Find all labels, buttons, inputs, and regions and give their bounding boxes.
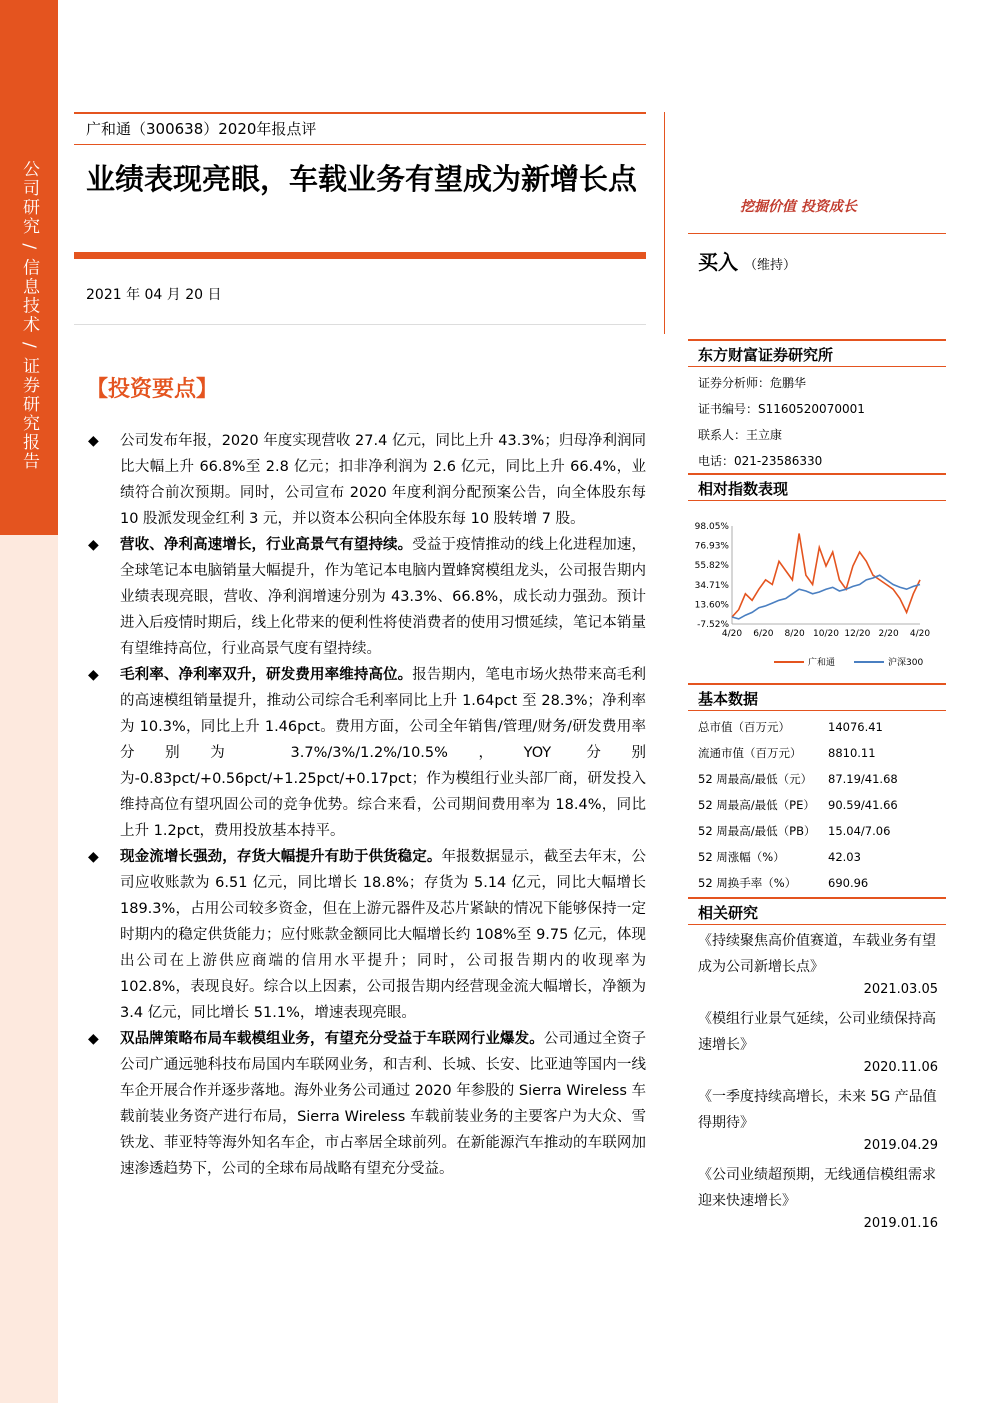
basic-data-key: 52 周最高/最低（PB） [698, 824, 816, 838]
sidebar [0, 0, 58, 1403]
key-point [86, 662, 646, 844]
chart-title: 相对指数表现 [698, 480, 789, 498]
basic-data-value: 87.19/41.68 [828, 772, 898, 786]
basic-data-row [698, 844, 898, 870]
x-tick-label: 4/20 [721, 629, 743, 639]
research-item-title[interactable]: 《模组行业景气延续，公司业绩保持高速增长》 [698, 1011, 936, 1053]
rating-value: 买入 [698, 250, 738, 274]
diamond-bullet-icon: ◆ [88, 433, 99, 449]
firm-underline [688, 366, 946, 367]
report-tag: 广和通（300638）2020年报点评 [86, 120, 317, 138]
key-point [86, 428, 646, 532]
firm-name: 东方财富证券研究所 [698, 346, 834, 364]
cert-number: 证书编号：S1160520070001 [698, 402, 865, 416]
key-point-text: 公司通过全资子公司广通远驰科技布局国内车联网业务，和吉利、长城、长安、比亚迪等国内一线车企开展合作并逐步落地。海外业务公司通过 2020 年参股的 Sierra Wireless 车载前装业务资产进行布局，Sierra Wireless 车载前装业务的主要客户为大众、雪铁龙、菲亚特等海外知名车企，市占率居全球前列。在新能源汽车推动的车联网加速渗透趋势下，公司的全球布局战略有望充分受益。 [120, 1031, 646, 1177]
key-point [86, 844, 646, 1026]
basic-data-row [698, 714, 898, 740]
basic-data-key: 总市值（百万元） [698, 720, 790, 734]
key-point [86, 532, 646, 662]
key-point-text: 公司发布年报，2020 年度实现营收 27.4 亿元，同比上升 43.3%；归母净利润同比大幅上升 66.8%至 2.8 亿元；扣非净利润为 2.6 亿元，同比上升 66.4%，业绩符合前次预期。同时，公司宣布 2020 年度利润分配预案公告，向全体股东每 10 股派发现金红利 3 元，并以资本公积向全体股东每 10 股转增 7 股。 [120, 433, 646, 527]
basic-underline [688, 710, 946, 711]
basic-data-value: 15.04/7.06 [828, 824, 891, 838]
research-item-date: 2020.11.06 [863, 1060, 938, 1075]
basic-data-key: 52 周最高/最低（PE） [698, 798, 815, 812]
basic-data-value: 8810.11 [828, 746, 876, 760]
basic-data-key: 52 周最高/最低（元） [698, 772, 813, 786]
rating [698, 246, 796, 275]
firm-rule [688, 339, 946, 341]
basic-data-row [698, 740, 898, 766]
diamond-bullet-icon: ◆ [88, 667, 99, 683]
key-points-title: 【投资要点】 [86, 377, 219, 402]
chart-underline [688, 500, 946, 501]
phone: 电话：021-23586330 [698, 454, 823, 468]
report-date: 2021 年 04 月 20 日 [86, 287, 222, 303]
research-item-date: 2019.01.16 [863, 1216, 938, 1231]
y-tick-label: 13.60% [694, 600, 729, 611]
series-line [732, 575, 920, 619]
header-rule-mid [74, 144, 646, 145]
diamond-bullet-icon: ◆ [88, 537, 99, 553]
research-underline [688, 924, 946, 925]
series-line [732, 534, 920, 618]
key-point-text: 年报数据显示，截至去年末，公司应收账款为 6.51 亿元，同比增长 18.8%；存货为 5.14 亿元，同比大幅增长 189.3%，占用公司较多资金，但在上游元器件及芯片紧缺的情况下能够保持一定时期内的稳定供货能力；应付账款金额同比大幅增长约 108%至 9.75 亿元，体现出公司在上游供应商端的信用水平提升；同时，公司报告期内的收现率为 102.8%，表现良好。综合以上因素，公司报告期内经营现金流大幅增长，净额为 3.4 亿元，同比增长 51.1%，增速表现亮眼。 [120, 849, 647, 1021]
page-title: 业绩表现亮眼，车载业务有望成为新增长点 [86, 162, 638, 196]
basic-data-value: 42.03 [828, 850, 861, 864]
basic-data-key: 流通市值（百万元） [698, 746, 802, 760]
y-tick-label: 98.05% [694, 522, 729, 532]
slogan-rule [688, 233, 946, 234]
basic-data-value: 14076.41 [828, 720, 883, 734]
rating-sub: （维持） [744, 258, 797, 273]
key-point-heading: 毛利率、净利率双升，研发费用率维持高位。 [120, 667, 413, 683]
basic-data-row [698, 766, 898, 792]
legend-label: 广和通 [808, 658, 836, 668]
header-rule-top [74, 112, 646, 114]
x-tick-label: 8/20 [784, 629, 805, 639]
key-point-heading: 营收、净利高速增长，行业高景气有望持续。 [120, 537, 413, 553]
key-point-text: 受益于疫情推动的线上化进程加速，全球笔记本电脑销量大幅提升，作为笔记本电脑内置蜂窝模组龙头，公司报告期内业绩表现亮眼，营收、净利润增速分别为 43.3%、66.8%，成长动力强劲。预计进入后疫情时期后，线上化带来的便利性将使消费者的使用习惯延续，笔记本销量有望维持高位，行业高景气度有望持续。 [120, 537, 647, 657]
basic-data-key: 52 周涨幅（%） [698, 850, 785, 864]
x-tick-label: 4/20 [909, 629, 931, 639]
sidebar-label: 公司研究 / 信息技术 / 证券研究报告 [19, 160, 39, 472]
contact: 联系人：王立康 [698, 428, 783, 442]
x-tick-label: 6/20 [753, 629, 774, 639]
analyst: 证券分析师：危鹏华 [698, 376, 807, 390]
research-rule [688, 897, 946, 899]
y-tick-label: 55.82% [694, 561, 729, 572]
slogan: 挖掘价值 投资成长 [740, 199, 857, 215]
key-point-heading: 现金流增长强劲，存货大幅提升有助于供货稳定。 [120, 849, 442, 865]
header-vertical-rule [664, 112, 665, 334]
date-divider [74, 324, 646, 325]
research-title: 相关研究 [698, 904, 759, 922]
legend-label: 沪深300 [888, 658, 924, 668]
research-item-title[interactable]: 《一季度持续高增长，未来 5G 产品值得期待》 [698, 1089, 937, 1131]
x-tick-label: 10/20 [813, 629, 839, 639]
key-point-heading: 双品牌策略布局车载模组业务，有望充分受益于车联网行业爆发。 [120, 1031, 544, 1047]
basic-rule [688, 683, 946, 685]
y-tick-label: -7.52% [697, 620, 729, 630]
basic-data-row [698, 792, 898, 818]
diamond-bullet-icon: ◆ [88, 1031, 99, 1047]
x-tick-label: 2/20 [878, 629, 899, 639]
basic-title: 基本数据 [698, 690, 759, 708]
y-tick-label: 34.71% [694, 580, 729, 591]
basic-data-key: 52 周换手率（%） [698, 876, 797, 890]
research-item-title[interactable]: 《公司业绩超预期，无线通信模组需求迎来快速增长》 [698, 1167, 936, 1209]
basic-data-table [698, 714, 898, 896]
research-item-date: 2021.03.05 [863, 982, 938, 997]
research-item-title[interactable]: 《持续聚焦高价值赛道，车载业务有望成为公司新增长点》 [698, 933, 936, 975]
diamond-bullet-icon: ◆ [88, 849, 99, 865]
basic-data-value: 90.59/41.66 [828, 798, 898, 812]
key-point-text: 报告期内，笔电市场火热带来高毛利的高速模组销量提升，推动公司综合毛利率同比上升 1.64pct 至 28.3%；净利率为 10.3%，同比上升 1.46pct。费用方面，公司全年销售/管理/财务/研发费用率分别为 3.7%/3%/1.2%/10.5%，YOY 分别为-0.83pct/+0.56pct/+1.25pct/+0.17pct；作为模组行业头部厂商，研发投入维持高位有望巩固公司的竞争优势。综合来看，公司期间费用率为 18.4%，同比上升 1.2pct，费用投放基本持平。 [120, 667, 647, 839]
y-tick-label: 76.93% [694, 541, 729, 552]
header-rule-bottom [74, 252, 646, 259]
basic-data-row [698, 818, 898, 844]
relative-index-chart [688, 506, 944, 686]
x-tick-label: 12/20 [844, 629, 871, 639]
key-point [86, 1026, 646, 1182]
basic-data-row [698, 870, 898, 896]
research-item-date: 2019.04.29 [863, 1138, 938, 1153]
basic-data-value: 690.96 [828, 876, 869, 890]
key-points-list [86, 428, 646, 1182]
chart-rule [688, 473, 946, 475]
